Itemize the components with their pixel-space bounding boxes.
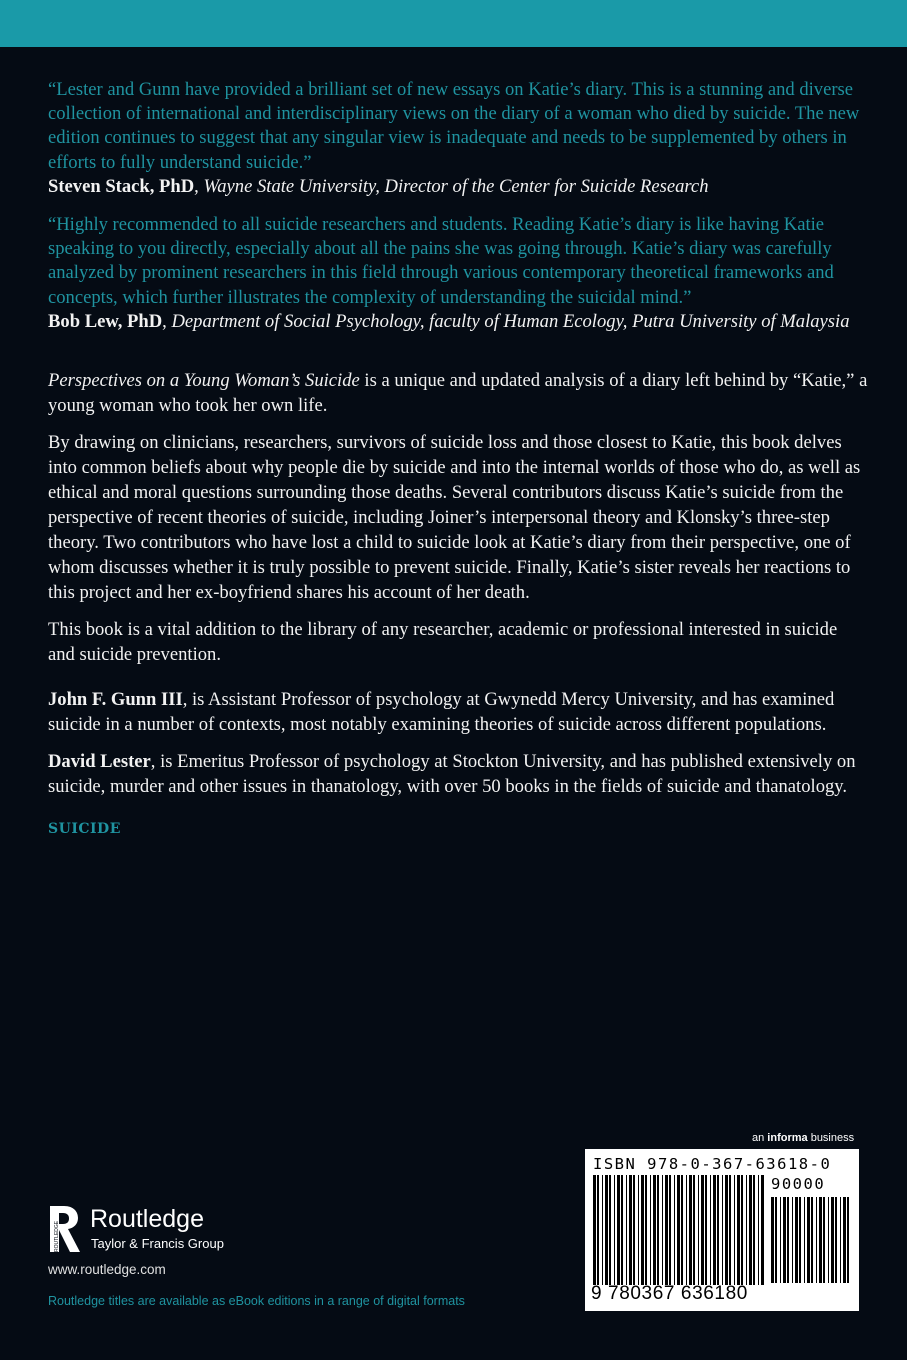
- barcode-bar: [626, 1175, 627, 1285]
- book-title: Perspectives on a Young Woman’s Suicide: [48, 370, 360, 392]
- informa-brand: informa: [767, 1132, 808, 1144]
- description-intro-text: is a unique and updated analysis of a diary left behind by “Katie,” a young woman who took her own life.: [48, 370, 868, 417]
- svg-text:ROUTLEDGE: ROUTLEDGE: [54, 1220, 60, 1252]
- barcode-bar: [828, 1197, 829, 1283]
- barcode-bar: [681, 1175, 683, 1285]
- review-attribution-2: Bob Lew, PhD, Department of Social Psychology, faculty of Human Ecology, Putra University of Malaysia: [48, 310, 850, 332]
- barcode-bar: [693, 1175, 695, 1285]
- author-name-2: David Lester: [48, 751, 151, 773]
- spacer: [48, 679, 868, 687]
- description-intro: [48, 368, 868, 418]
- review-quote-2: “Highly recommended to all suicide researchers and students. Reading Katie’s diary is like having Katie speaking to you directly, especially about all the pains she was going through. Katie’s diary was carefully analyzed by prominent researchers in this field through various contemporary theoretical frameworks and concepts, which further illustrates the complexity of understanding the suicidal mind.”: [48, 214, 834, 308]
- barcode-bar: [792, 1197, 793, 1283]
- barcode-bar: [795, 1197, 798, 1283]
- barcode-bar: [614, 1175, 615, 1285]
- barcode-bar: [677, 1175, 680, 1285]
- barcode-bar: [689, 1175, 692, 1285]
- barcode-bar: [741, 1175, 743, 1285]
- barcode-bar: [705, 1175, 707, 1285]
- barcode-bar: [645, 1175, 647, 1285]
- barcode-bar: [799, 1197, 801, 1283]
- publisher-name: Routledge: [90, 1205, 204, 1233]
- author-bio-2: [48, 749, 868, 799]
- barcode-bar: [835, 1197, 837, 1283]
- barcode-bar: [771, 1197, 774, 1283]
- barcode-bar: [650, 1175, 651, 1285]
- barcode-bar: [653, 1175, 656, 1285]
- barcode-bar: [605, 1175, 608, 1285]
- barcode-bar: [657, 1175, 659, 1285]
- barcode-bar: [597, 1175, 599, 1285]
- barcode-bar: [617, 1175, 620, 1285]
- publisher-website: www.routledge.com: [48, 1262, 166, 1277]
- barcode-bar: [746, 1175, 747, 1285]
- barcode-bar: [698, 1175, 699, 1285]
- barcode-bar: [804, 1197, 805, 1283]
- isbn-barcode: [585, 1149, 859, 1311]
- barcode-bar: [669, 1175, 671, 1285]
- author-bio-text-2: , is Emeritus Professor of psychology at Stockton University, and has published extensively on suicide, murder and other issues in thanatology, with over 50 books in the fields of suicide and thanatology.: [48, 751, 856, 798]
- informa-label: [752, 1132, 854, 1144]
- back-cover-text: [48, 78, 868, 837]
- isbn-number: ISBN 978-0-367-63618-0: [593, 1155, 832, 1173]
- price-addon-bars: [771, 1197, 853, 1283]
- barcode-bar: [602, 1175, 603, 1285]
- barcode-bar: [641, 1175, 644, 1285]
- barcode-bar: [761, 1175, 764, 1285]
- barcode-bar: [665, 1175, 668, 1285]
- barcode-bar: [734, 1175, 735, 1285]
- description-paragraph-3: This book is a vital addition to the library of any researcher, academic or professional interested in suicide and suicide prevention.: [48, 619, 838, 666]
- barcode-bar: [717, 1175, 719, 1285]
- barcode-bar: [638, 1175, 639, 1285]
- description-paragraph-2: By drawing on clinicians, researchers, survivors of suicide loss and those closest to Katie, this book delves into common beliefs about why people die by suicide and into the internal worlds of those who do, as well as ethical and moral questions surrounding those deaths. Several contributors discuss Katie’s suicide from the perspective of recent theories of suicide, including Joiner’s interpersonal theory and Klonsky’s three-step theory. Two contributors who have lost a child to suicide look at Katie’s diary from their perspective, one of whom discusses whether it is truly possible to prevent suicide. Finally, Katie’s sister reveals her reactions to this project and her ex-boyfriend shares his account of her death.: [48, 432, 861, 604]
- informa-suffix: business: [807, 1132, 855, 1144]
- barcode-bar: [787, 1197, 789, 1283]
- barcode-bar: [737, 1175, 740, 1285]
- barcode-bar: [758, 1175, 759, 1285]
- barcode-bar: [831, 1197, 834, 1283]
- barcode-bar: [807, 1197, 810, 1283]
- barcode-bar: [629, 1175, 632, 1285]
- top-color-band: [0, 0, 907, 47]
- barcode-bar: [593, 1175, 596, 1285]
- reviewer-affiliation-2: Department of Social Psychology, faculty of Human Ecology, Putra University of Malaysia: [171, 310, 850, 332]
- barcode-bar: [633, 1175, 635, 1285]
- barcode-bar: [843, 1197, 846, 1283]
- publisher-group: Taylor & Francis Group: [91, 1236, 224, 1251]
- barcode-bar: [819, 1197, 822, 1283]
- routledge-logo-icon: [46, 1204, 82, 1256]
- author-bio-text-1: , is Assistant Professor of psychology at Gwynedd Mercy University, and has examined suicide in a number of contexts, most notably examining theories of suicide across different populations.: [48, 689, 835, 736]
- barcode-bar: [753, 1175, 755, 1285]
- reviewer-name-1: Steven Stack, PhD: [48, 175, 195, 197]
- spacer: [48, 348, 868, 368]
- barcode-bar: [621, 1175, 623, 1285]
- barcode-bar: [713, 1175, 716, 1285]
- barcode-bar: [710, 1175, 711, 1285]
- barcode-bar: [775, 1197, 777, 1283]
- barcode-bar: [847, 1197, 849, 1283]
- barcode-bar: [749, 1175, 752, 1285]
- author-bio-1: [48, 687, 868, 737]
- barcode-bar: [674, 1175, 675, 1285]
- review-quote-1: “Lester and Gunn have provided a brilliant set of new essays on Katie’s diary. This is a stunning and diverse collection of international and interdisciplinary views on the diary of a woman who died by suicide. The new edition continues to suggest that any singular view is inadequate and needs to be supplemented by others in efforts to fully understand suicide.”: [48, 79, 860, 173]
- review-attribution-1: Steven Stack, PhD, Wayne State University, Director of the Center for Suicide Research: [48, 175, 709, 197]
- barcode-bar: [609, 1175, 611, 1285]
- barcode-bar: [729, 1175, 731, 1285]
- barcode-bar: [780, 1197, 781, 1283]
- author-name-1: John F. Gunn III: [48, 689, 183, 711]
- category-label: SUICIDE: [48, 821, 121, 838]
- barcode-bar: [811, 1197, 813, 1283]
- barcode-bar: [725, 1175, 728, 1285]
- barcode-bar: [662, 1175, 663, 1285]
- reviewer-name-2: Bob Lew, PhD: [48, 310, 163, 332]
- reviewer-affiliation-1: Wayne State University, Director of the Center for Suicide Research: [203, 175, 709, 197]
- barcode-bar: [722, 1175, 723, 1285]
- price-code: 90000: [771, 1175, 826, 1193]
- barcode-bar: [823, 1197, 825, 1283]
- ebook-note: Routledge titles are available as eBook editions in a range of digital formats: [48, 1294, 465, 1308]
- ean-digits: 9 780367 636180: [591, 1283, 748, 1304]
- barcode-bar: [701, 1175, 704, 1285]
- barcode-bar: [816, 1197, 817, 1283]
- informa-prefix: an: [752, 1132, 768, 1144]
- barcode-bar: [840, 1197, 841, 1283]
- barcode-bar: [686, 1175, 687, 1285]
- barcode-bar: [783, 1197, 786, 1283]
- ean-barcode-bars: [593, 1175, 765, 1285]
